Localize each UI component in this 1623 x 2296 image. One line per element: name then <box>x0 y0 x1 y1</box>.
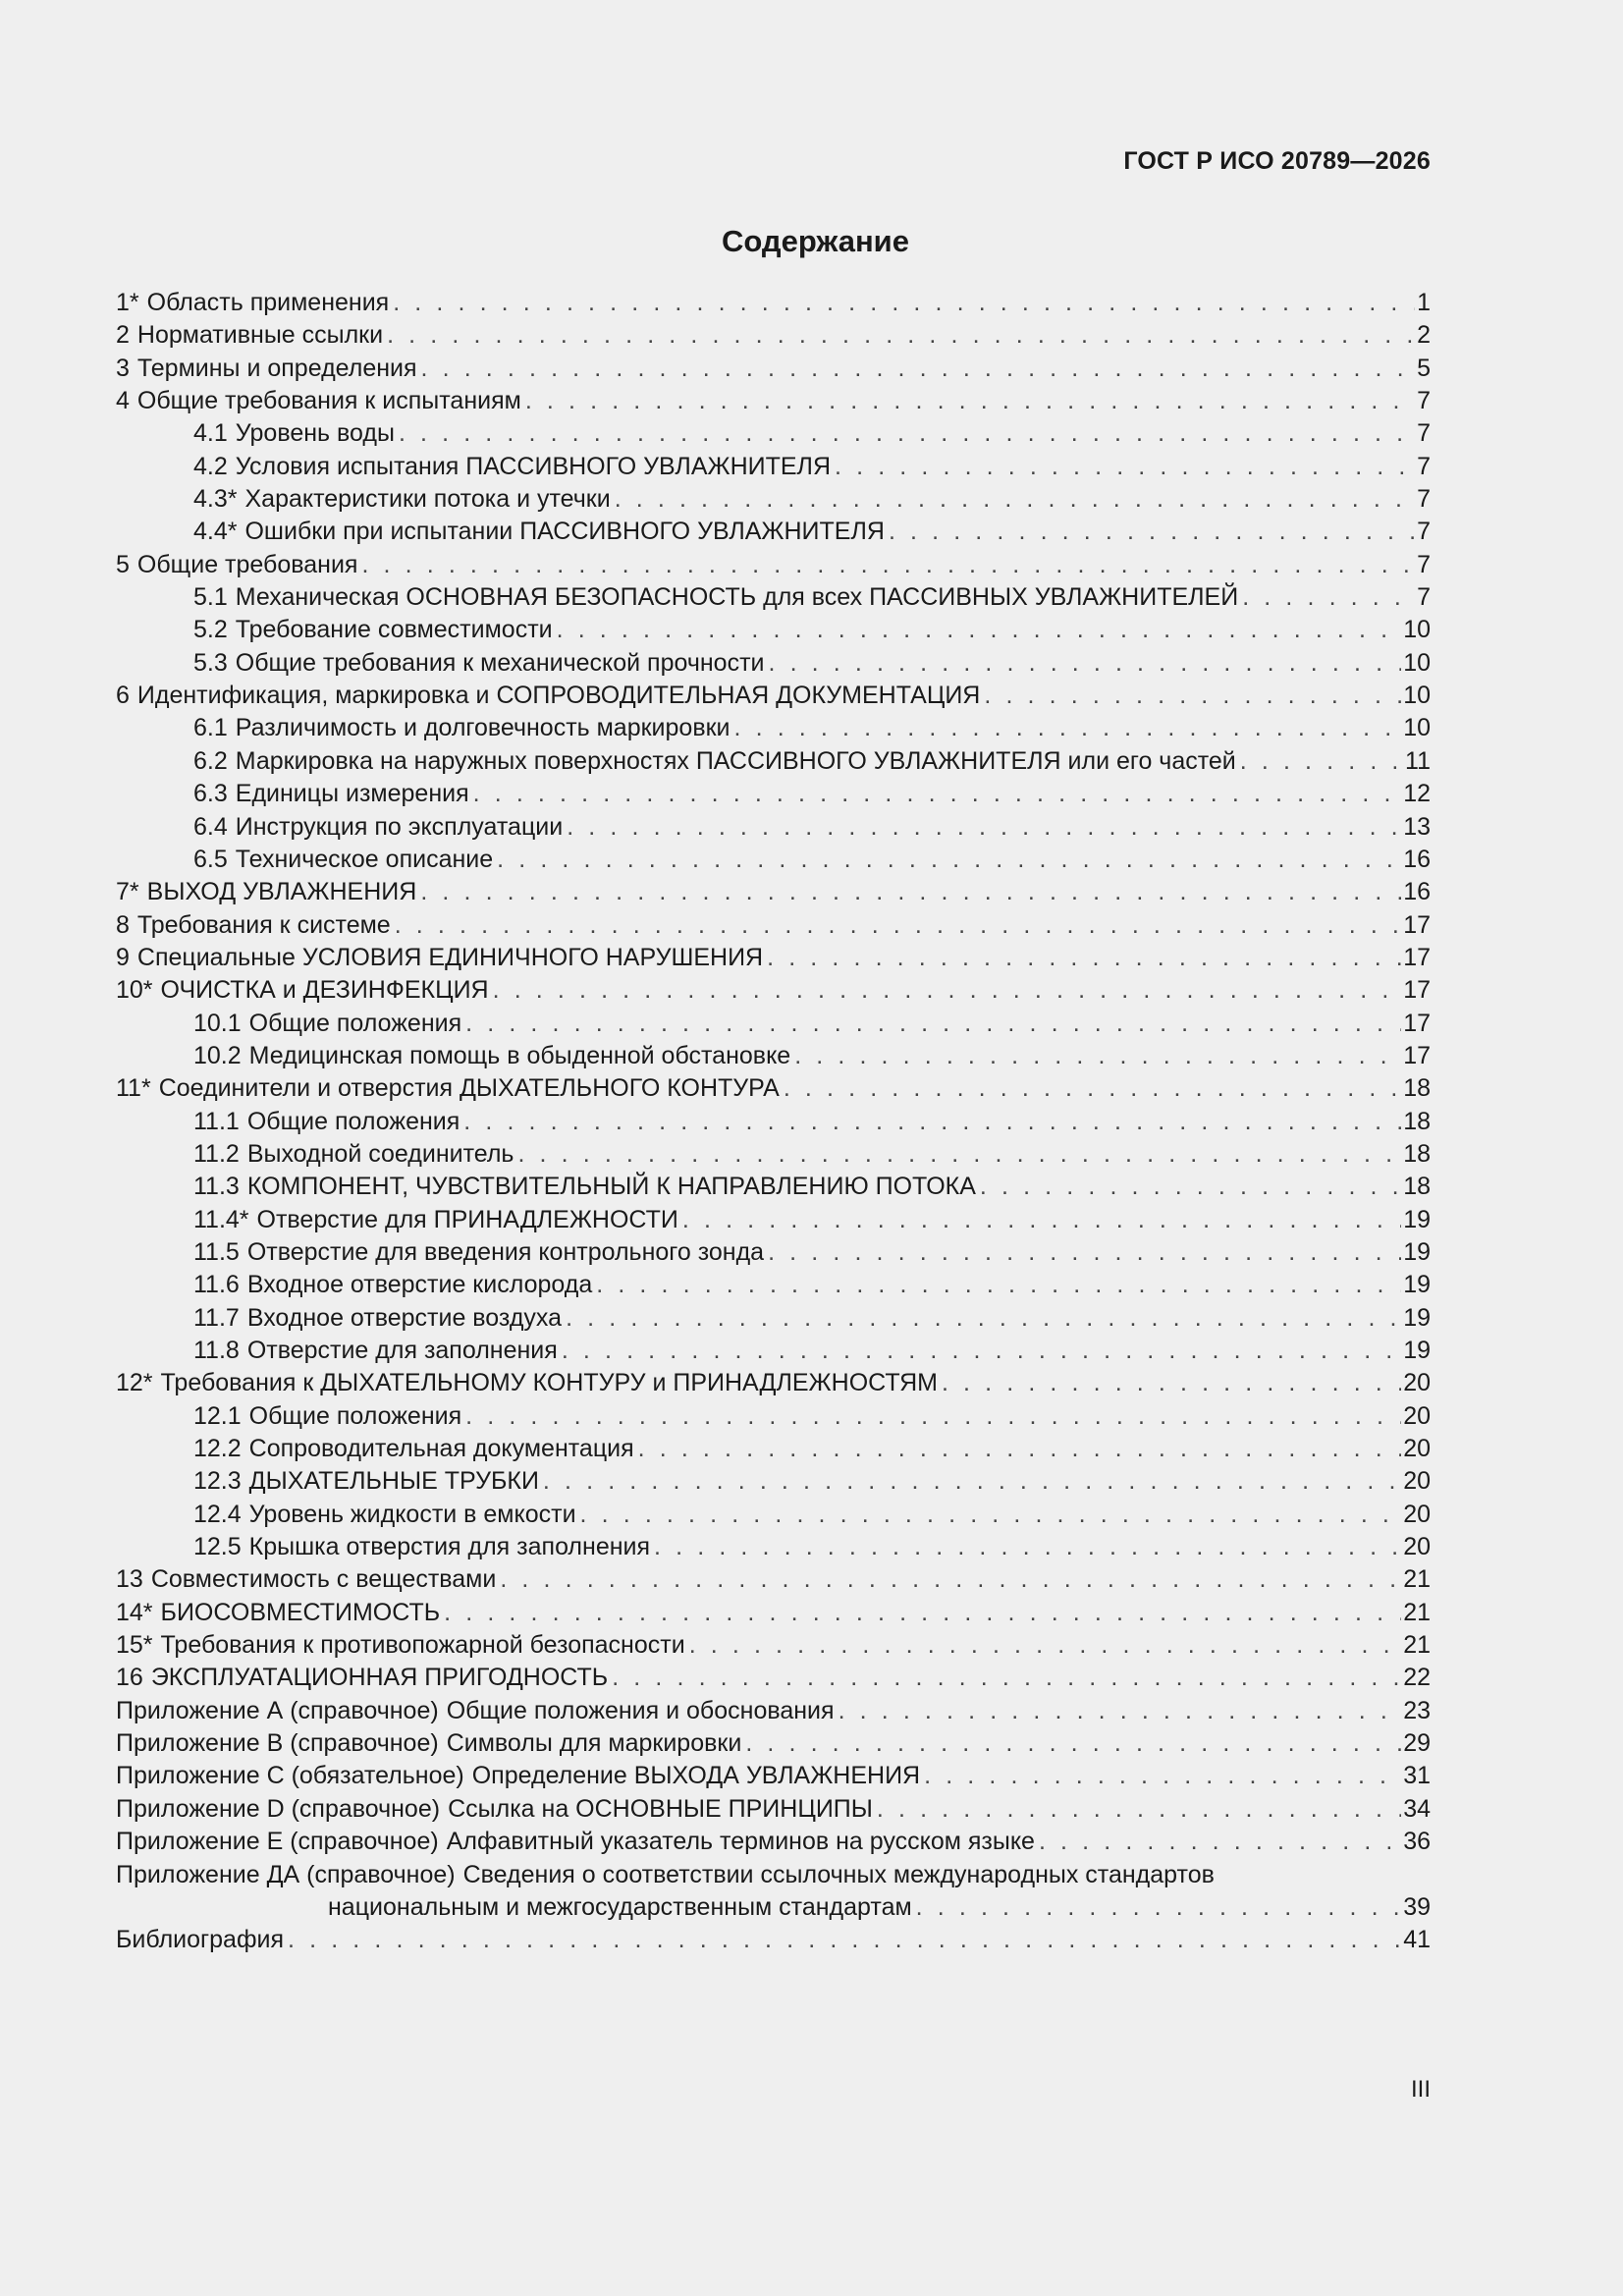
toc-entry-title: Нормативные ссылки <box>136 321 384 350</box>
toc-entry-page: 19 <box>1403 1337 1431 1364</box>
toc-leader-dots <box>877 1793 1401 1826</box>
toc-entry-number: Приложение С (обязательное) <box>116 1762 464 1790</box>
toc-entry-number: 14* <box>116 1598 153 1626</box>
toc-leader-dots <box>421 353 1416 385</box>
toc-entry-number: 4.2 <box>193 452 228 480</box>
toc-entry-title: Ссылка на ОСНОВНЫЕ ПРИНЦИПЫ <box>448 1794 873 1823</box>
toc-entry[interactable] <box>116 811 1431 844</box>
toc-leader-dots <box>682 1204 1401 1236</box>
toc-entry-title: Сопроводительная документация <box>248 1435 634 1463</box>
toc-leader-dots <box>420 876 1401 908</box>
toc-entry[interactable] <box>116 1269 1431 1301</box>
toc-entry-number: 11* <box>116 1074 151 1103</box>
toc-entry-page: 17 <box>1403 1009 1431 1037</box>
toc-entry-title: Соединители и отверстия ДЫХАТЕЛЬНОГО КОНТУРА <box>158 1074 780 1103</box>
toc-entry[interactable] <box>116 1400 1431 1433</box>
toc-leader-dots <box>638 1433 1402 1465</box>
toc-entry-title: Алфавитный указатель терминов на русском языке <box>446 1828 1035 1856</box>
toc-entry-number: 6.4 <box>193 812 228 841</box>
toc-entry-title: Уровень жидкости в емкости <box>248 1500 576 1528</box>
toc-entry-number: 1* <box>116 289 139 316</box>
toc-leader-dots <box>497 844 1401 876</box>
toc-entry-number: Приложение D (справочное) <box>116 1794 441 1823</box>
toc-entry-page: 7 <box>1417 550 1431 578</box>
toc-entry-page: 31 <box>1403 1762 1431 1790</box>
toc-entry-page: 20 <box>1403 1500 1431 1528</box>
toc-entry-title: Сведения о соответствии ссылочных международных стандартов <box>462 1860 1215 1888</box>
toc-entry[interactable] <box>116 1695 1431 1727</box>
toc-entry-title: Требования к противопожарной безопасности <box>160 1631 685 1660</box>
toc-entry-number: 4.3* <box>193 485 238 514</box>
toc-entry[interactable] <box>116 1171 1431 1203</box>
toc-leader-dots <box>500 1563 1401 1596</box>
toc-leader-dots <box>463 1106 1401 1138</box>
toc-leader-dots <box>566 1302 1401 1335</box>
toc-entry-number: 4 <box>116 387 130 415</box>
toc-entry-page: 20 <box>1403 1401 1431 1430</box>
toc-entry[interactable] <box>116 1826 1431 1858</box>
toc-entry-page: 18 <box>1403 1173 1431 1201</box>
toc-entry-title: Символы для маркировки <box>446 1729 742 1758</box>
toc-entry[interactable] <box>116 1924 1431 1956</box>
toc-entry[interactable] <box>116 319 1431 352</box>
toc-entry[interactable] <box>116 614 1431 646</box>
toc-entry-number: 5.1 <box>193 583 228 612</box>
toc-entry-page: 29 <box>1403 1729 1431 1758</box>
toc-entry[interactable] <box>116 1629 1431 1662</box>
toc-entry-page: 21 <box>1403 1631 1431 1660</box>
toc-leader-dots <box>444 1597 1401 1629</box>
toc-leader-dots <box>889 516 1415 548</box>
toc-entry[interactable] <box>116 1662 1431 1694</box>
toc-entry-page: 19 <box>1403 1205 1431 1233</box>
toc-entry-number: 11.2 <box>193 1139 240 1168</box>
toc-entry-page: 19 <box>1403 1237 1431 1266</box>
toc-entry[interactable] <box>116 1859 1431 1891</box>
page-number: III <box>1410 2076 1431 2103</box>
toc-entry-title: Общие требования <box>136 550 358 578</box>
toc-entry-number: 10.1 <box>193 1009 242 1037</box>
toc-entry[interactable] <box>116 1008 1431 1040</box>
toc-entry[interactable] <box>116 581 1431 614</box>
toc-entry-title: Инструкция по эксплуатации <box>235 812 564 841</box>
toc-entry-number: 11.7 <box>193 1303 240 1332</box>
toc-leader-dots <box>767 942 1401 974</box>
toc-entry-page: 2 <box>1417 321 1431 350</box>
toc-leader-dots <box>361 549 1415 581</box>
toc-entry-title: БИОСОВМЕСТИМОСТЬ <box>160 1598 441 1626</box>
toc-leader-dots <box>612 1662 1401 1694</box>
toc-leader-dots <box>387 319 1415 352</box>
toc-leader-dots <box>916 1891 1402 1924</box>
toc-entry-page: 7 <box>1417 452 1431 480</box>
toc-leader-dots <box>689 1629 1402 1662</box>
toc-entry-title: Отверстие для заполнения <box>246 1337 558 1364</box>
toc-entry-page: 17 <box>1403 910 1431 939</box>
toc-entry-title: Маркировка на наружных поверхностях ПАССИВНОГО УВЛАЖНИТЕЛЯ или его частей <box>235 746 1236 775</box>
toc-entry-title: Входное отверстие воздуха <box>246 1303 563 1332</box>
toc-entry-number: 11.8 <box>193 1337 240 1364</box>
toc-entry-page: 7 <box>1417 485 1431 514</box>
toc-leader-dots <box>596 1269 1401 1301</box>
toc-entry-title: Общие положения и обоснования <box>446 1696 835 1724</box>
toc-leader-dots <box>980 1171 1401 1203</box>
toc-entry-page: 7 <box>1417 518 1431 546</box>
toc-entry[interactable] <box>116 1138 1431 1171</box>
toc-entry[interactable] <box>116 1499 1431 1531</box>
toc-entry-page: 7 <box>1417 387 1431 415</box>
toc-entry-page: 20 <box>1403 1369 1431 1397</box>
toc-leader-dots <box>465 1008 1401 1040</box>
toc-leader-dots <box>839 1695 1402 1727</box>
toc-entry-number: 4.1 <box>193 419 228 448</box>
toc-entry-title: Определение ВЫХОДА УВЛАЖНЕНИЯ <box>471 1762 921 1790</box>
toc-entry-number: Приложение В (справочное) <box>116 1729 439 1758</box>
toc-entry[interactable] <box>116 712 1431 744</box>
toc-entry-page: 7 <box>1417 583 1431 612</box>
toc-entry[interactable] <box>116 1760 1431 1792</box>
toc-entry-number: 11.3 <box>193 1173 240 1201</box>
toc-entry-number: Приложение ДА (справочное) <box>116 1860 456 1888</box>
toc-entry-title: Специальные УСЛОВИЯ ЕДИНИЧНОГО НАРУШЕНИЯ <box>136 943 764 971</box>
toc-entry-title: Уровень воды <box>235 419 395 448</box>
toc-entry[interactable] <box>116 353 1431 385</box>
toc-entry[interactable] <box>116 745 1431 778</box>
toc-entry-title: Отверстие для ПРИНАДЛЕЖНОСТИ <box>256 1205 678 1233</box>
toc-leader-dots <box>615 483 1415 516</box>
toc-entry[interactable] <box>116 483 1431 516</box>
toc-entry-number: 10.2 <box>193 1041 242 1069</box>
toc-entry-page: 10 <box>1403 682 1431 710</box>
toc-entry[interactable] <box>116 909 1431 942</box>
toc-entry[interactable] <box>116 1236 1431 1269</box>
toc-leader-dots <box>654 1531 1401 1563</box>
toc-entry-number: 9 <box>116 943 130 971</box>
toc-entry-number: 2 <box>116 321 130 350</box>
toc-entry-title: Общие требования к испытаниям <box>136 387 521 415</box>
toc-entry-page: 16 <box>1403 878 1431 906</box>
toc-entry[interactable] <box>116 680 1431 712</box>
toc-entry[interactable] <box>116 516 1431 548</box>
toc-entry-page: 11 <box>1405 746 1431 775</box>
toc-entry-number: 7* <box>116 878 139 906</box>
toc-entry-number: 5.2 <box>193 616 228 644</box>
toc-entry-number: 16 <box>116 1664 143 1692</box>
toc-entry-page: 17 <box>1403 943 1431 971</box>
toc-entry-title: Выходной соединитель <box>246 1139 514 1168</box>
toc-leader-dots <box>393 287 1415 319</box>
toc-leader-dots <box>465 1400 1401 1433</box>
toc-entry[interactable] <box>116 1465 1431 1498</box>
toc-leader-dots <box>557 614 1402 646</box>
toc-entry[interactable] <box>116 287 1431 319</box>
toc-leader-dots <box>543 1465 1401 1498</box>
toc-entry-number: 5 <box>116 550 130 578</box>
toc-entry[interactable] <box>116 647 1431 680</box>
toc-entry-page: 22 <box>1403 1664 1431 1692</box>
toc-entry-title: Ошибки при испытании ПАССИВНОГО УВЛАЖНИТЕЛЯ <box>244 518 885 546</box>
toc-leader-dots <box>1039 1826 1401 1858</box>
toc-entry-page: 1 <box>1417 289 1431 316</box>
toc-leader-dots <box>984 680 1401 712</box>
toc-entry-title: ЭКСПЛУАТАЦИОННАЯ ПРИГОДНОСТЬ <box>150 1664 609 1692</box>
toc-leader-dots <box>399 417 1415 450</box>
toc-entry-number: 10* <box>116 976 153 1005</box>
toc-entry[interactable] <box>116 844 1431 876</box>
toc-leader-dots <box>517 1138 1401 1171</box>
toc-entry-number: 6 <box>116 682 130 710</box>
toc-entry[interactable] <box>116 1531 1431 1563</box>
toc-entry-number: 11.5 <box>193 1237 240 1266</box>
toc-leader-dots <box>835 451 1415 483</box>
toc-entry-title: Требования к ДЫХАТЕЛЬНОМУ КОНТУРУ и ПРИНАДЛЕЖНОСТЯМ <box>160 1369 938 1397</box>
toc-leader-dots <box>942 1367 1401 1399</box>
toc-entry-number: 13 <box>116 1565 143 1594</box>
toc-entry-page: 12 <box>1403 780 1431 808</box>
toc-entry-title: Входное отверстие кислорода <box>246 1271 593 1299</box>
toc-entry-title: Идентификация, маркировка и СОПРОВОДИТЕЛЬНАЯ ДОКУМЕНТАЦИЯ <box>136 682 981 710</box>
toc-entry[interactable] <box>116 778 1431 810</box>
toc-entry-title: Отверстие для введения контрольного зонда <box>246 1237 765 1266</box>
toc-entry-page: 13 <box>1403 812 1431 841</box>
toc-entry-title: Термины и определения <box>136 354 417 382</box>
toc-entry-title: Техническое описание <box>235 845 494 873</box>
toc-entry[interactable] <box>116 1204 1431 1236</box>
toc-entry-page: 34 <box>1403 1794 1431 1823</box>
toc-entry-page: 17 <box>1403 976 1431 1005</box>
toc-entry-page: 21 <box>1403 1565 1431 1594</box>
toc-leader-dots <box>745 1727 1401 1760</box>
toc-entry[interactable] <box>116 451 1431 483</box>
toc-entry-title: Общие требования к механической прочности <box>235 648 765 677</box>
toc-entry-page: 23 <box>1403 1696 1431 1724</box>
toc-entry[interactable] <box>116 385 1431 417</box>
toc-entry-number: 11.4* <box>193 1205 249 1233</box>
toc-entry-page: 36 <box>1403 1828 1431 1856</box>
toc-entry-number: 4.4* <box>193 518 238 546</box>
toc-leader-dots <box>473 778 1402 810</box>
toc-entry-title: Медицинская помощь в обыденной обстановке <box>248 1041 791 1069</box>
toc-entry[interactable] <box>116 1367 1431 1399</box>
toc-entry-number: 12* <box>116 1369 153 1397</box>
toc-entry-title: Совместимость с веществами <box>150 1565 497 1594</box>
toc-leader-dots <box>784 1072 1401 1105</box>
toc-entry-page: 10 <box>1403 616 1431 644</box>
toc-leader-dots <box>1242 581 1415 614</box>
toc-entry-page: 18 <box>1403 1139 1431 1168</box>
toc-leader-dots <box>395 909 1401 942</box>
toc-entry-number: 6.2 <box>193 746 228 775</box>
toc-entry[interactable] <box>116 549 1431 581</box>
toc-entry-page: 5 <box>1417 354 1431 382</box>
toc-entry-page: 7 <box>1417 419 1431 448</box>
toc-entry-number: 6.3 <box>193 780 228 808</box>
toc-entry-title: Крышка отверстия для заполнения <box>248 1533 651 1561</box>
toc-entry-title: Характеристики потока и утечки <box>244 485 611 514</box>
toc-entry-number: Приложение А (справочное) <box>116 1696 439 1724</box>
toc-entry-page: 41 <box>1403 1926 1431 1954</box>
toc-leader-dots <box>769 647 1402 680</box>
toc-entry-page: 18 <box>1403 1074 1431 1103</box>
toc-entry-page: 18 <box>1403 1107 1431 1135</box>
toc-entry[interactable] <box>116 1106 1431 1138</box>
toc-entry[interactable] <box>116 1335 1431 1367</box>
toc-leader-dots <box>924 1760 1401 1792</box>
toc-leader-dots <box>567 811 1401 844</box>
toc-entry-title: ОЧИСТКА и ДЕЗИНФЕКЦИЯ <box>160 976 489 1005</box>
toc-entry[interactable] <box>116 876 1431 908</box>
toc-entry[interactable] <box>116 1040 1431 1072</box>
toc-leader-dots <box>794 1040 1401 1072</box>
toc-entry-page: 19 <box>1403 1271 1431 1299</box>
toc-entry-number: 11.1 <box>193 1107 240 1135</box>
table-of-contents <box>116 287 1431 1957</box>
toc-entry-title: Библиография <box>116 1926 285 1954</box>
toc-entry-number: 12.5 <box>193 1533 242 1561</box>
toc-entry-page: 39 <box>1403 1892 1431 1921</box>
toc-entry-number: 12.2 <box>193 1435 242 1463</box>
toc-entry-page: 20 <box>1403 1533 1431 1561</box>
toc-entry-number: 11.6 <box>193 1271 240 1299</box>
toc-leader-dots <box>493 974 1402 1007</box>
toc-entry-page: 19 <box>1403 1303 1431 1332</box>
toc-entry-page: 10 <box>1403 714 1431 742</box>
toc-entry[interactable] <box>116 942 1431 974</box>
toc-entry-number: 15* <box>116 1631 153 1660</box>
toc-title: Содержание <box>722 224 909 258</box>
toc-leader-dots <box>580 1499 1402 1531</box>
toc-entry[interactable] <box>116 974 1431 1007</box>
toc-entry[interactable] <box>116 1563 1431 1596</box>
toc-entry-title: Общие положения <box>248 1401 462 1430</box>
toc-leader-dots <box>734 712 1402 744</box>
toc-entry-title: Общие положения <box>246 1107 460 1135</box>
toc-entry-number: 12.4 <box>193 1500 242 1528</box>
toc-entry[interactable] <box>116 1302 1431 1335</box>
toc-entry-title: Требование совместимости <box>235 616 553 644</box>
toc-entry-page: 20 <box>1403 1435 1431 1463</box>
toc-entry-title: Общие положения <box>248 1009 462 1037</box>
toc-entry-title: Единицы измерения <box>235 780 469 808</box>
toc-entry-page: 16 <box>1403 845 1431 873</box>
toc-entry-number: 6.5 <box>193 845 228 873</box>
toc-entry[interactable] <box>116 1793 1431 1826</box>
toc-entry-number: Приложение Е (справочное) <box>116 1828 439 1856</box>
toc-leader-dots <box>1240 745 1403 778</box>
toc-entry-title: Условия испытания ПАССИВНОГО УВЛАЖНИТЕЛЯ <box>235 452 832 480</box>
toc-entry[interactable] <box>116 417 1431 450</box>
toc-entry-number: 3 <box>116 354 130 382</box>
toc-entry[interactable] <box>116 1891 1431 1924</box>
toc-entry-number: 12.1 <box>193 1401 242 1430</box>
toc-leader-dots <box>525 385 1415 417</box>
toc-entry[interactable] <box>116 1433 1431 1465</box>
document-code: ГОСТ Р ИСО 20789—2026 <box>1123 147 1431 175</box>
toc-entry-number: 8 <box>116 910 130 939</box>
toc-leader-dots <box>562 1335 1401 1367</box>
toc-entry-title: Различимость и долговечность маркировки <box>235 714 730 742</box>
toc-entry-page: 17 <box>1403 1041 1431 1069</box>
toc-entry-number: 12.3 <box>193 1467 242 1496</box>
toc-entry-title: Область применения <box>146 289 390 316</box>
toc-leader-dots <box>288 1924 1401 1956</box>
toc-entry-number: 5.3 <box>193 648 228 677</box>
toc-entry[interactable] <box>116 1597 1431 1629</box>
toc-entry-page: 21 <box>1403 1598 1431 1626</box>
toc-entry[interactable] <box>116 1072 1431 1105</box>
toc-entry-title: КОМПОНЕНТ, ЧУВСТВИТЕЛЬНЫЙ К НАПРАВЛЕНИЮ ПОТОКА <box>246 1173 976 1201</box>
toc-entry-number: 6.1 <box>193 714 228 742</box>
toc-leader-dots <box>768 1236 1401 1269</box>
toc-entry-title: ВЫХОД УВЛАЖНЕНИЯ <box>146 878 417 906</box>
toc-entry[interactable] <box>116 1727 1431 1760</box>
toc-entry-title: Требования к системе <box>136 910 391 939</box>
toc-entry-page: 20 <box>1403 1467 1431 1496</box>
toc-entry-title: национальным и межгосударственным стандартам <box>328 1892 912 1921</box>
toc-entry-page: 10 <box>1403 648 1431 677</box>
toc-entry-title: Механическая ОСНОВНАЯ БЕЗОПАСНОСТЬ для всех ПАССИВНЫХ УВЛАЖНИТЕЛЕЙ <box>235 583 1239 612</box>
toc-entry-title: ДЫХАТЕЛЬНЫЕ ТРУБКИ <box>248 1467 539 1496</box>
